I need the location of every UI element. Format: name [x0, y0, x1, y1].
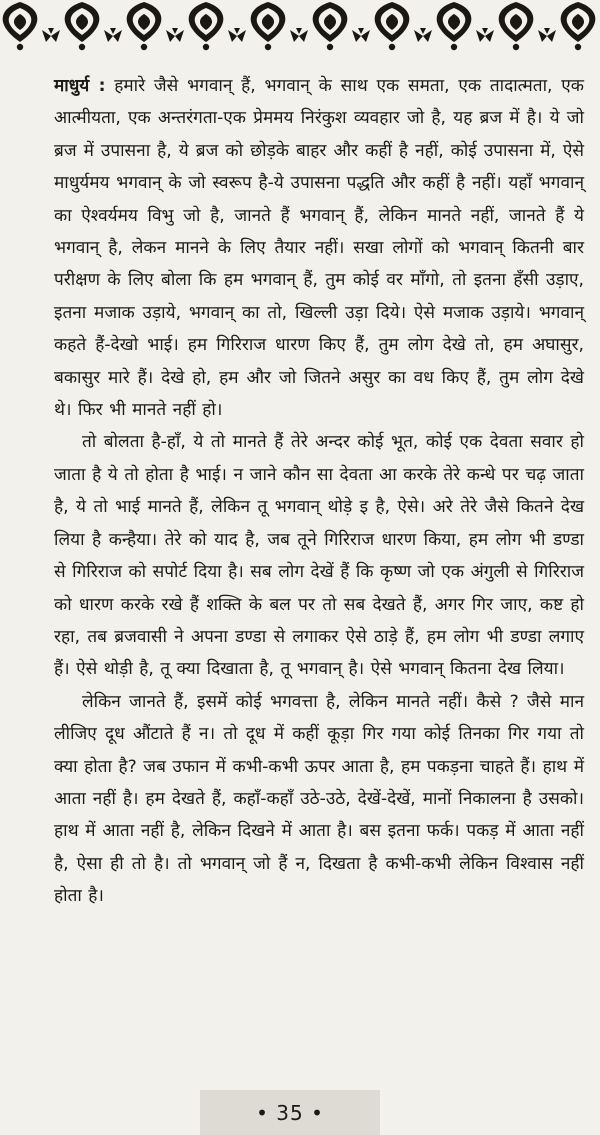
paragraph-text: हमारे जैसे भगवान् हैं, भगवान् के साथ एक समता, एक तादात्मता, एक आत्मीयता, एक अन्तरंगता-एक प्रेममय निरंकुश व्यवहार जो है, यह ब्रज में है। ये जो ब्रज में उपासना है, ये ब्रज को छोड़के बाहर और कहीं है नहीं, कोई उपासना में, ऐसे माधुर्यमय भगवान् के जो स्वरूप है-ये उपासना पद्धति और कहीं है नहीं। यहाँ भगवान् का ऐश्वर्यमय विभु जो है, जानते हैं भगवान् हैं, लेकिन मानते नहीं, जानते हैं ये भगवान् है, लेकन मानने के लिए तैयार नहीं। सखा लोगों को भगवान् कितनी बार परीक्षण के लिए बोला कि हम भगवान् हैं, तुम कोई वर माँगो, तो इतना हँसी उड़ाए, इतना मजाक उड़ाये, भगवान् का तो, खिल्ली उड़ा दिये। ऐसे मजाक उड़ाये। भगवान् कहते हैं-देखो भाई। हम गिरिराज धारण किए हैं, तुम लोग देखे तो, हम अघासुर, बकासुर मारे हैं। देखे हो, हम और जो जितने असुर का वध किए हैं, तुम लोग देखे थे। फिर भी मानते नहीं हो।	[54, 76, 584, 421]
ornamental-leaf-border-icon	[0, 0, 600, 52]
section-label: माधुर्य :	[54, 76, 106, 96]
paragraph-govardhan	[54, 426, 584, 685]
page-number: • 35 •	[256, 1100, 324, 1125]
paragraph-text: तो बोलता है-हाँ, ये तो मानते हैं तेरे अन्दर कोई भूत, कोई एक देवता सवार हो जाता है ये तो होता है भाई। न जाने कौन सा देवता आ करके तेरे कन्धे पर चढ़ जाता है, ये तो भाई मानते हैं, लेकिन तू भगवान् थोड़े इ है, ऐसे। अरे तेरे जैसे कितने देख लिया है कन्हैया। तेरे को याद है, जब तूने गिरिराज धारण किया, हम लोग भी डण्डा से गिरिराज को सपोर्ट दिया है। सब लोग देखें हैं कि कृष्ण जो एक अंगुली से गिरिराज को धारण करके रखे हैं शक्ति के बल पर तो सब देखते हैं, अगर गिर जाए, कष्ट हो रहा, तब ब्रजवासी ने अपना डण्डा से लगाकर ऐसे ठाड़े हैं, हम लोग भी डण्डा लगाए हैं। ऐसे थोड़ी है, तू क्या दिखाता है, तू भगवान् है। ऐसे भगवान् कितना देख लिया।	[54, 432, 584, 680]
body-text	[54, 70, 584, 913]
paragraph-milk-analogy	[54, 686, 584, 913]
paragraph-madhurya	[54, 70, 584, 426]
paragraph-text: लेकिन जानते हैं, इसमें कोई भगवत्ता है, लेकिन मानते नहीं। कैसे ? जैसे मान लीजिए दूध औंटाते हैं न। तो दूध में कहीं कूड़ा गिर गया कोई तिनका गिर गया तो क्या होता है? जब उफान में कभी-कभी ऊपर आता है, हम पकड़ना चाहते हैं। हाथ में आता नहीं है। हम देखते हैं, कहाँ-कहाँ उठे-उठे, देखें-देखें, मानों निकालना है उसको। हाथ में आता नहीं है, लेकिन दिखने में आता है। बस इतना फर्क। पकड़ में आता नहीं है, ऐसा ही तो है। तो भगवान् जो हैं न, दिखता है कभी-कभी लेकिन विश्वास नहीं होता है।	[54, 691, 584, 907]
page-footer	[200, 1090, 380, 1135]
